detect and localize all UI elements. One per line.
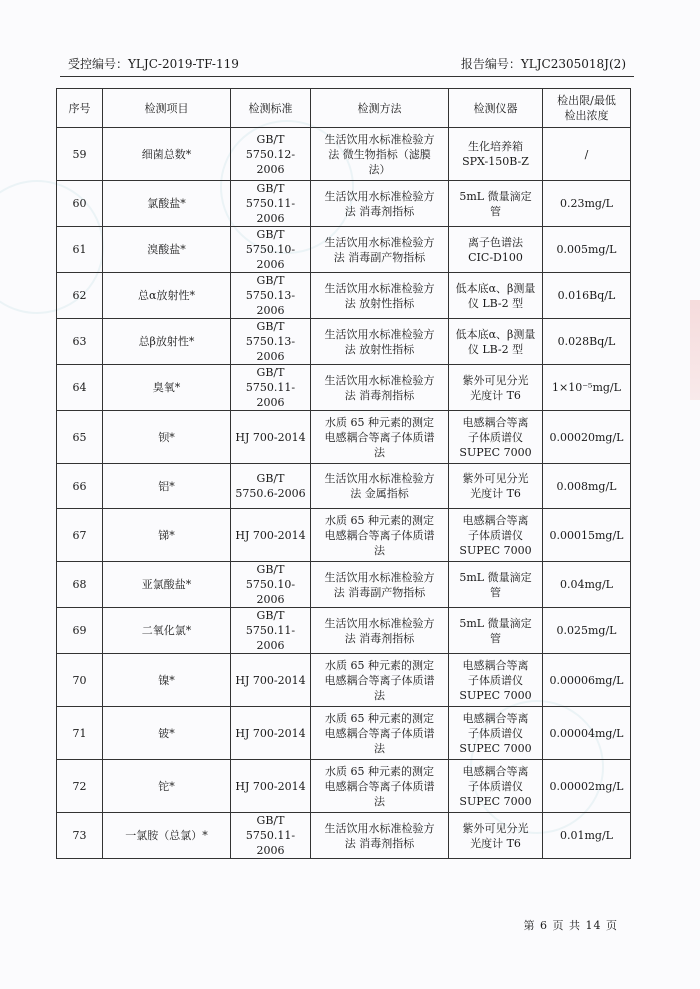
test-item-cell — [103, 813, 231, 859]
row-number: 62 — [72, 289, 87, 302]
test-instrument: 离子色谱法 CIC-D100 — [468, 235, 523, 264]
test-method: 生活饮用水标准检验方 法 消毒副产物指标 — [324, 570, 435, 599]
test-method: 水质 65 种元素的测定 电感耦合等离子体质谱 法 — [324, 415, 435, 459]
detection-limit: 0.005mg/L — [556, 243, 617, 256]
col-header-standard: 检测标准 — [231, 89, 311, 128]
test-standard-cell — [231, 813, 311, 859]
test-standard-cell — [231, 273, 311, 319]
test-item: 氯酸盐* — [147, 197, 186, 210]
test-standard: GB/T 5750.11-2006 — [245, 609, 296, 652]
seal-stamp-edge — [690, 300, 700, 400]
detection-limit: 1×10⁻⁵mg/L — [552, 381, 621, 394]
test-method: 水质 65 种元素的测定 电感耦合等离子体质谱 法 — [324, 764, 435, 808]
control-number: 受控编号：YLJC-2019-TF-119 — [68, 57, 239, 71]
test-item: 细菌总数* — [141, 147, 192, 161]
page-number: 第 6 页 共 14 页 — [523, 919, 618, 932]
test-method: 生活饮用水标准检验方 法 金属指标 — [324, 472, 435, 500]
test-method-cell — [311, 365, 449, 411]
detection-limit-cell — [543, 562, 631, 608]
test-standard-cell — [231, 181, 311, 227]
report-number: 报告编号：YLJC2305018J(2) — [460, 57, 626, 71]
test-method-cell — [311, 707, 449, 760]
table-row — [57, 411, 631, 464]
detection-limit: 0.025mg/L — [556, 624, 617, 637]
test-instrument-cell — [449, 411, 543, 464]
row-number-cell — [57, 562, 103, 608]
row-number-cell — [57, 319, 103, 365]
test-method-cell — [311, 562, 449, 608]
test-instrument: 紫外可见分光 光度计 T6 — [462, 373, 529, 402]
test-method: 水质 65 种元素的测定 电感耦合等离子体质谱 法 — [324, 658, 435, 702]
table-row — [57, 562, 631, 608]
row-number-cell — [57, 128, 103, 181]
test-instrument-cell — [449, 760, 543, 813]
detection-limit-cell — [543, 411, 631, 464]
test-instrument: 低本底α、β测量 仪 LB-2 型 — [455, 281, 536, 310]
detection-limit-cell — [543, 464, 631, 509]
test-standard: GB/T 5750.6-2006 — [235, 472, 306, 500]
test-method-cell — [311, 760, 449, 813]
table-row — [57, 227, 631, 273]
test-item: 溴酸盐* — [147, 243, 186, 256]
detection-limit-cell — [543, 181, 631, 227]
test-standard-cell — [231, 319, 311, 365]
detection-limit: 0.00015mg/L — [549, 528, 624, 542]
detection-limit: 0.00020mg/L — [549, 430, 624, 444]
test-method-cell — [311, 411, 449, 464]
test-instrument: 电感耦合等离 子体质谱仪 SUPEC 7000 — [459, 415, 532, 459]
table-row — [57, 707, 631, 760]
detection-limit-cell — [543, 813, 631, 859]
test-method-cell — [311, 813, 449, 859]
test-instrument-cell — [449, 128, 543, 181]
row-number-cell — [57, 707, 103, 760]
table-row — [57, 128, 631, 181]
table-row — [57, 365, 631, 411]
test-item: 一氯胺（总氯）* — [125, 829, 208, 842]
test-standard-cell — [231, 464, 311, 509]
test-standard-cell — [231, 365, 311, 411]
test-instrument: 5mL 微量滴定 管 — [459, 570, 532, 599]
test-method-cell — [311, 509, 449, 562]
row-number: 71 — [72, 726, 87, 740]
detection-limit-cell — [543, 654, 631, 707]
test-item-cell — [103, 464, 231, 509]
test-standard: HJ 700-2014 — [235, 726, 306, 740]
row-number-cell — [57, 365, 103, 411]
detection-limit: 0.00004mg/L — [549, 726, 624, 740]
detection-limit: 0.00006mg/L — [549, 673, 624, 687]
col-header-no: 序号 — [57, 89, 103, 128]
test-instrument: 低本底α、β测量 仪 LB-2 型 — [455, 327, 536, 356]
test-item-cell — [103, 760, 231, 813]
detection-limit-cell — [543, 509, 631, 562]
test-standard-cell — [231, 411, 311, 464]
test-standard: HJ 700-2014 — [235, 673, 306, 687]
row-number-cell — [57, 608, 103, 654]
test-method: 生活饮用水标准检验方 法 消毒剂指标 — [324, 373, 435, 402]
test-item-cell — [103, 411, 231, 464]
test-item: 铍* — [158, 726, 175, 740]
table-row — [57, 181, 631, 227]
test-standard-cell — [231, 608, 311, 654]
header-divider — [60, 76, 634, 77]
test-method-cell — [311, 608, 449, 654]
detection-limit: 0.00002mg/L — [549, 779, 624, 793]
test-instrument-cell — [449, 365, 543, 411]
table-header-row — [57, 89, 631, 128]
row-number: 61 — [72, 243, 87, 256]
test-instrument-cell — [449, 227, 543, 273]
test-method-cell — [311, 654, 449, 707]
detection-limit-cell — [543, 227, 631, 273]
test-method-cell — [311, 273, 449, 319]
test-standard-cell — [231, 760, 311, 813]
test-standard: HJ 700-2014 — [235, 779, 306, 793]
row-number-cell — [57, 181, 103, 227]
test-method-cell — [311, 464, 449, 509]
detection-limit: 0.01mg/L — [560, 829, 613, 842]
col-header-instrument: 检测仪器 — [449, 89, 543, 128]
test-method: 生活饮用水标准检验方 法 消毒剂指标 — [324, 821, 435, 850]
test-item-cell — [103, 608, 231, 654]
test-item: 钡* — [158, 430, 175, 444]
test-standard-cell — [231, 654, 311, 707]
test-method: 生活饮用水标准检验方 法 消毒剂指标 — [324, 616, 435, 645]
detection-limit: 0.016Bq/L — [557, 289, 616, 302]
row-number: 67 — [72, 528, 87, 542]
test-item: 镍* — [158, 673, 175, 687]
test-standard-cell — [231, 128, 311, 181]
test-item: 铊* — [158, 779, 175, 793]
detection-limit-cell — [543, 760, 631, 813]
test-standard: GB/T 5750.12-2006 — [245, 132, 296, 176]
test-standard: HJ 700-2014 — [235, 430, 306, 444]
test-item: 二氧化氯* — [141, 624, 192, 637]
test-standard-cell — [231, 562, 311, 608]
detection-limit-cell — [543, 273, 631, 319]
col-header-method: 检测方法 — [311, 89, 449, 128]
test-instrument: 电感耦合等离 子体质谱仪 SUPEC 7000 — [459, 513, 532, 557]
test-standard: GB/T 5750.10-2006 — [245, 228, 296, 271]
row-number: 65 — [72, 430, 87, 444]
test-standard: HJ 700-2014 — [235, 528, 306, 542]
test-standard-cell — [231, 509, 311, 562]
test-method: 生活饮用水标准检验方 法 消毒副产物指标 — [324, 235, 435, 264]
test-item: 铝* — [158, 479, 175, 493]
test-instrument: 紫外可见分光 光度计 T6 — [462, 472, 529, 500]
test-method: 水质 65 种元素的测定 电感耦合等离子体质谱 法 — [324, 711, 435, 755]
test-instrument-cell — [449, 813, 543, 859]
row-number: 66 — [72, 479, 87, 493]
detection-limit-cell — [543, 319, 631, 365]
test-item-cell — [103, 365, 231, 411]
test-instrument-cell — [449, 608, 543, 654]
test-instrument-cell — [449, 273, 543, 319]
test-instrument-cell — [449, 181, 543, 227]
row-number: 68 — [72, 578, 87, 591]
test-method-cell — [311, 319, 449, 365]
detection-limit-cell — [543, 128, 631, 181]
test-method: 生活饮用水标准检验方 法 放射性指标 — [324, 281, 435, 310]
test-instrument-cell — [449, 319, 543, 365]
test-instrument-cell — [449, 654, 543, 707]
row-number-cell — [57, 509, 103, 562]
test-standard: GB/T 5750.13-2006 — [245, 320, 296, 363]
table-row — [57, 273, 631, 319]
test-standard: GB/T 5750.10-2006 — [245, 563, 296, 606]
test-instrument-cell — [449, 562, 543, 608]
test-item-cell — [103, 562, 231, 608]
test-instrument-cell — [449, 464, 543, 509]
detection-limit: 0.028Bq/L — [557, 335, 616, 348]
row-number: 73 — [72, 829, 87, 842]
test-standard: GB/T 5750.11-2006 — [245, 814, 296, 857]
test-item-cell — [103, 654, 231, 707]
test-instrument: 5mL 微量滴定 管 — [459, 616, 532, 645]
test-items-table — [56, 88, 631, 859]
detection-limit: 0.04mg/L — [560, 578, 613, 591]
test-standard-cell — [231, 707, 311, 760]
table-row — [57, 654, 631, 707]
col-header-item: 检测项目 — [103, 89, 231, 128]
test-standard: GB/T 5750.11-2006 — [245, 182, 296, 225]
test-instrument-cell — [449, 509, 543, 562]
row-number-cell — [57, 464, 103, 509]
test-item: 锑* — [158, 528, 175, 542]
test-item-cell — [103, 273, 231, 319]
row-number: 60 — [72, 197, 87, 210]
row-number-cell — [57, 760, 103, 813]
test-standard: GB/T 5750.13-2006 — [245, 274, 296, 317]
detection-limit: / — [584, 147, 589, 161]
test-instrument: 电感耦合等离 子体质谱仪 SUPEC 7000 — [459, 711, 532, 755]
test-instrument: 生化培养箱 SPX-150B-Z — [462, 140, 529, 168]
detection-limit-cell — [543, 707, 631, 760]
table-row — [57, 608, 631, 654]
row-number: 64 — [72, 381, 87, 394]
test-method: 生活饮用水标准检验方 法 放射性指标 — [324, 327, 435, 356]
detection-limit-cell — [543, 608, 631, 654]
test-method-cell — [311, 128, 449, 181]
table-row — [57, 464, 631, 509]
row-number: 69 — [72, 624, 87, 637]
table-row — [57, 813, 631, 859]
test-item-cell — [103, 128, 231, 181]
col-header-limit: 检出限/最低 检出浓度 — [543, 89, 631, 128]
page-header — [68, 56, 626, 72]
row-number-cell — [57, 654, 103, 707]
test-method-cell — [311, 227, 449, 273]
test-method: 生活饮用水标准检验方 法 微生物指标（滤膜 法） — [324, 132, 435, 176]
table-row — [57, 509, 631, 562]
row-number-cell — [57, 411, 103, 464]
test-instrument: 紫外可见分光 光度计 T6 — [462, 821, 529, 850]
table-row — [57, 319, 631, 365]
test-item-cell — [103, 707, 231, 760]
row-number-cell — [57, 273, 103, 319]
row-number-cell — [57, 813, 103, 859]
row-number: 63 — [72, 335, 87, 348]
row-number: 59 — [72, 147, 87, 161]
test-item: 臭氧* — [152, 381, 181, 394]
test-instrument: 电感耦合等离 子体质谱仪 SUPEC 7000 — [459, 764, 532, 808]
test-item-cell — [103, 509, 231, 562]
test-method: 水质 65 种元素的测定 电感耦合等离子体质谱 法 — [324, 513, 435, 557]
test-instrument: 5mL 微量滴定 管 — [459, 189, 532, 218]
detection-limit-cell — [543, 365, 631, 411]
test-method: 生活饮用水标准检验方 法 消毒剂指标 — [324, 189, 435, 218]
test-item: 总β放射性* — [138, 335, 195, 348]
detection-limit: 0.008mg/L — [556, 479, 617, 493]
row-number-cell — [57, 227, 103, 273]
row-number: 70 — [72, 673, 87, 687]
test-method-cell — [311, 181, 449, 227]
table-row — [57, 760, 631, 813]
test-item: 总α放射性* — [138, 289, 195, 302]
test-item-cell — [103, 181, 231, 227]
detection-limit: 0.23mg/L — [560, 197, 613, 210]
row-number: 72 — [72, 779, 87, 793]
test-item: 亚氯酸盐* — [141, 578, 192, 591]
test-standard-cell — [231, 227, 311, 273]
test-item-cell — [103, 227, 231, 273]
test-instrument-cell — [449, 707, 543, 760]
test-instrument: 电感耦合等离 子体质谱仪 SUPEC 7000 — [459, 658, 532, 702]
test-item-cell — [103, 319, 231, 365]
test-standard: GB/T 5750.11-2006 — [245, 366, 296, 409]
